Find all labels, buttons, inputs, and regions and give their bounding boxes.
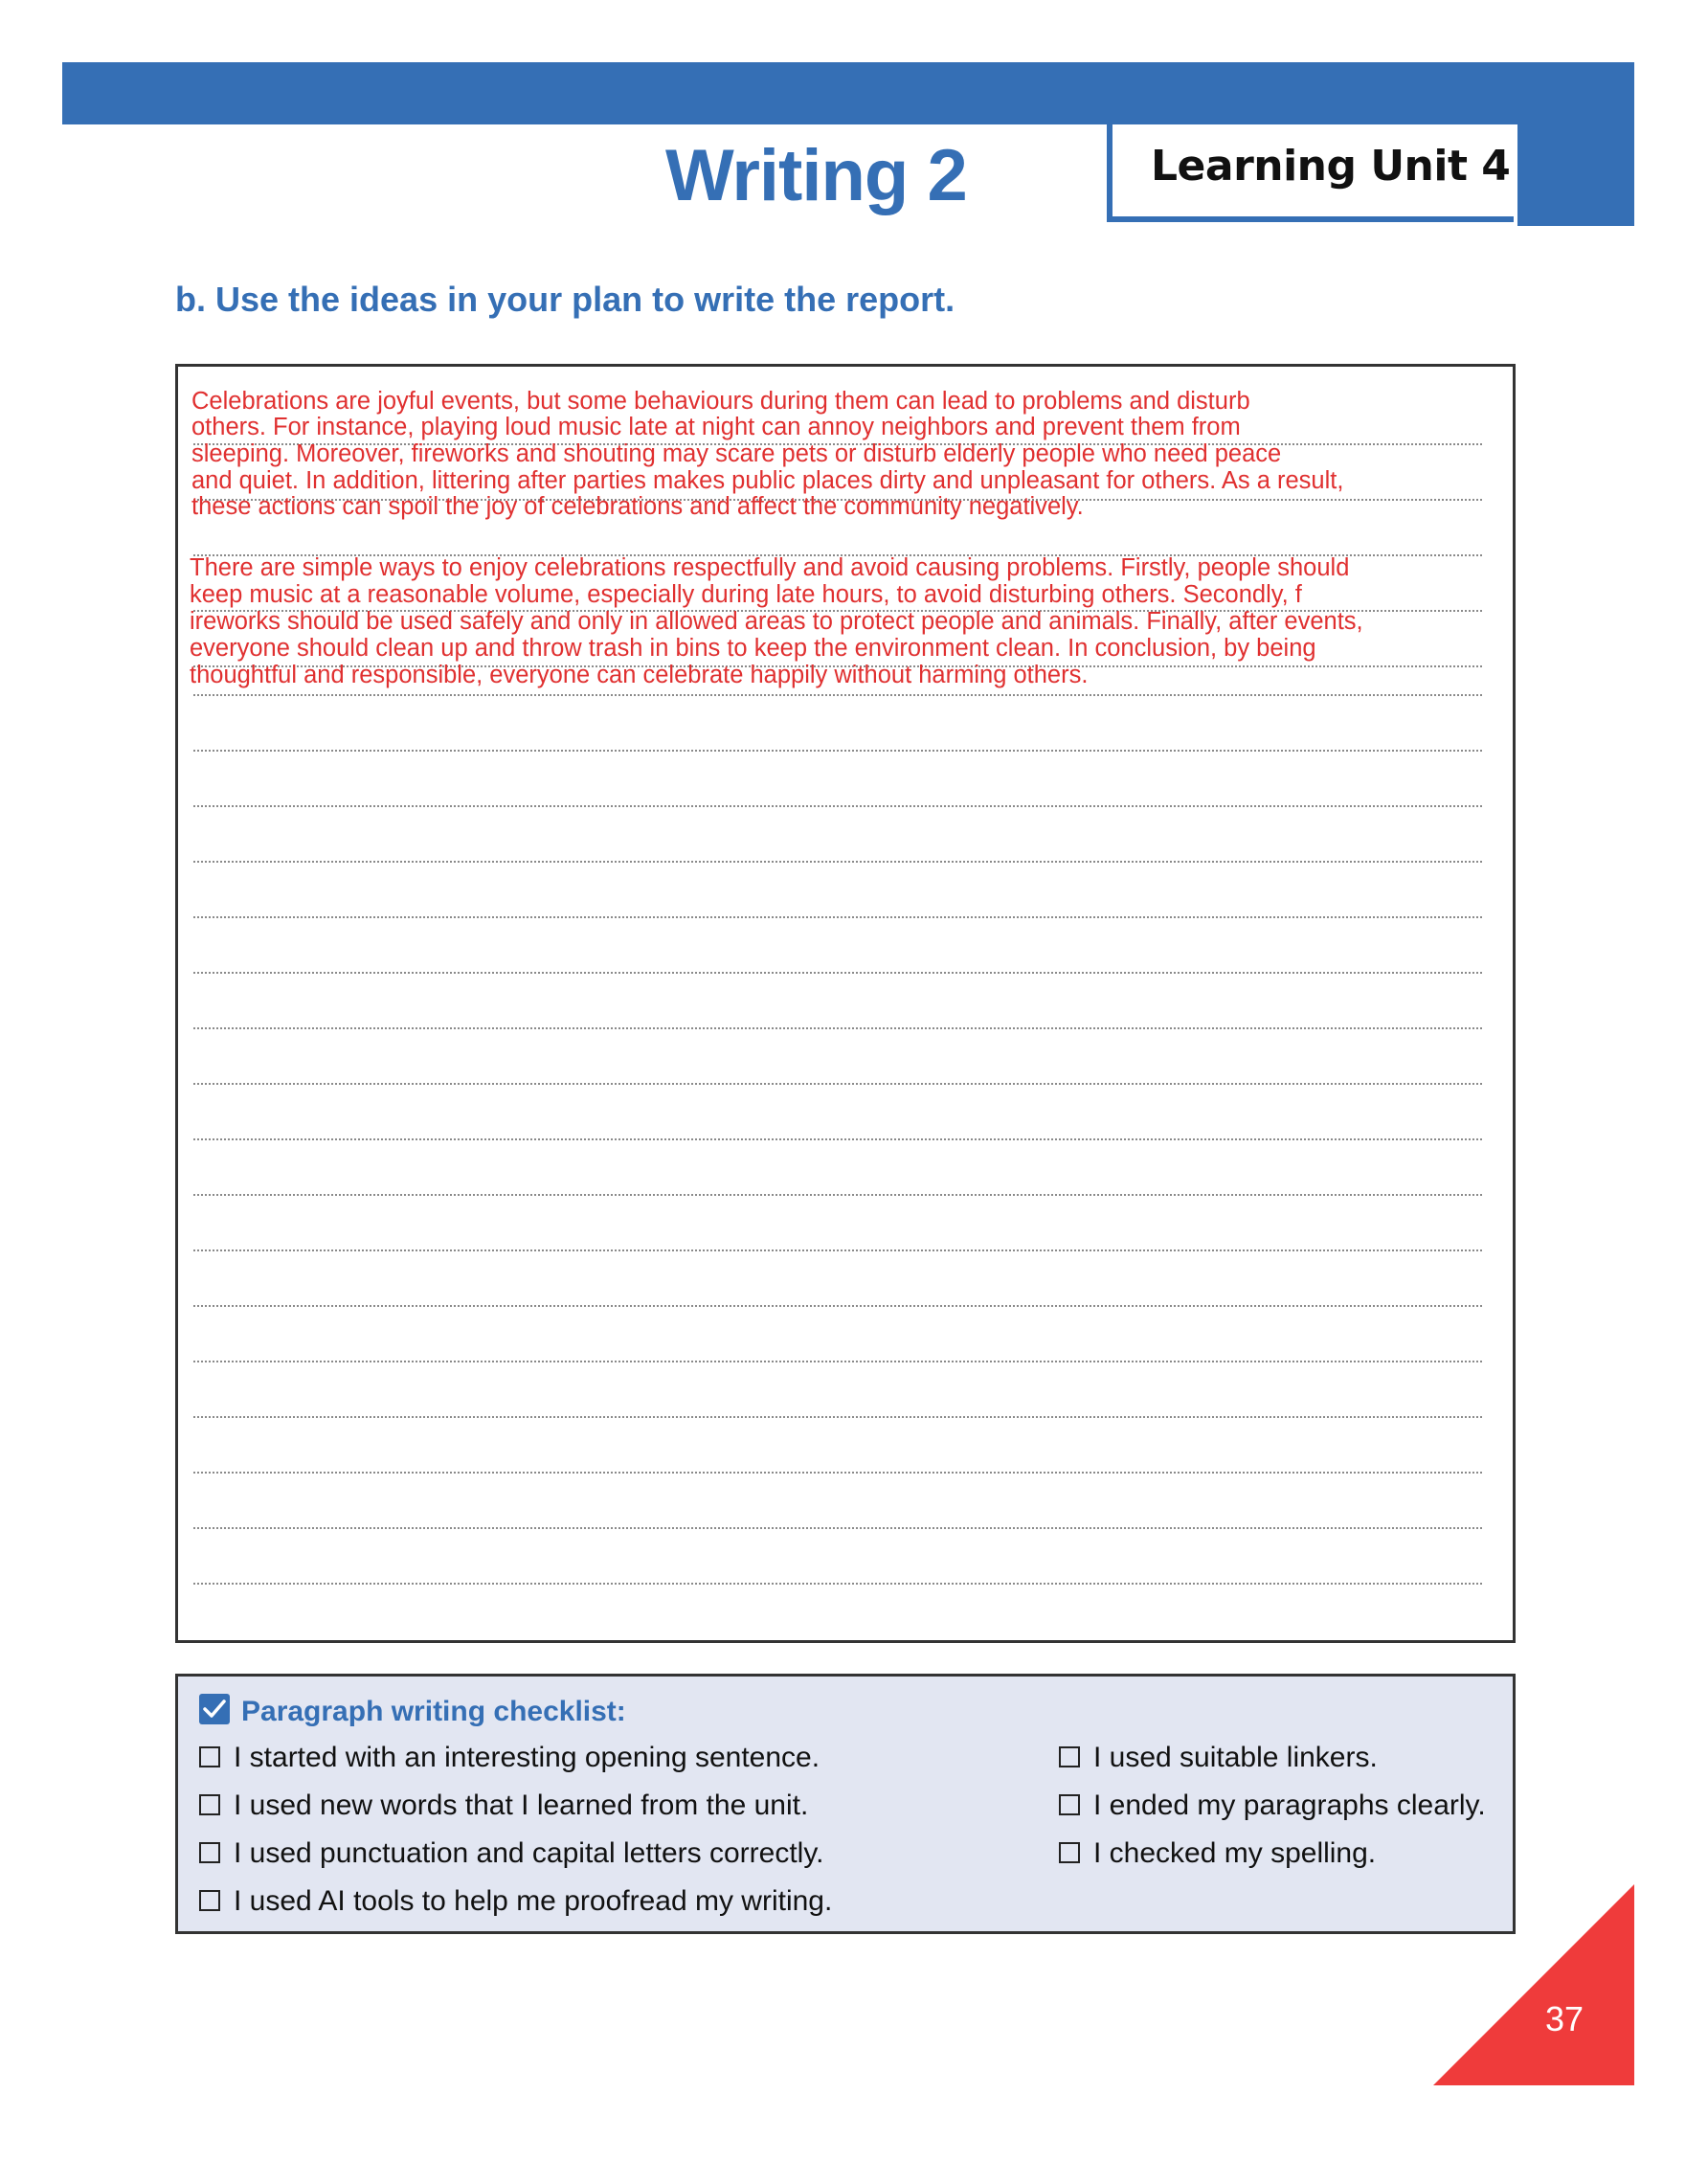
answer-paragraph-1-line: and quiet. In addition, littering after parties makes public places dirty and unpleasant for others. As a result, (191, 467, 1344, 494)
header-band (62, 62, 1634, 124)
answer-paragraph-1-line: others. For instance, playing loud music late at night can annoy neighbors and prevent them from (191, 414, 1241, 440)
writing-line (193, 972, 1482, 974)
writing-line (193, 750, 1482, 752)
answer-paragraph-2-line: thoughtful and responsible, everyone can celebrate happily without harming others. (190, 662, 1089, 688)
writing-line (193, 1083, 1482, 1085)
checkbox[interactable] (199, 1794, 220, 1815)
answer-paragraph-1-line: Celebrations are joyful events, but some behaviours during them can lead to problems and disturb (191, 388, 1250, 415)
unit-tab (1107, 124, 1514, 222)
writing-line (193, 1249, 1482, 1251)
answer-paragraph-1-line: sleeping. Moreover, fireworks and shouting may scare pets or disturb elderly people who need peace (191, 440, 1282, 467)
checklist-item-label: I used suitable linkers. (1093, 1742, 1378, 1773)
unit-label: Learning Unit 4 (1151, 142, 1511, 191)
writing-line (193, 694, 1482, 696)
checklist-item-label: I used new words that I learned from the unit. (234, 1790, 809, 1821)
checklist-item-label: I ended my paragraphs clearly. (1093, 1790, 1486, 1821)
writing-line (193, 1194, 1482, 1196)
answer-paragraph-2-line: keep music at a reasonable volume, especially during late hours, to avoid disturbing others. Secondly, f (190, 581, 1302, 608)
page-number: 37 (1545, 1999, 1584, 2038)
checkbox[interactable] (199, 1842, 220, 1863)
answer-paragraph-2-line: everyone should clean up and throw trash in bins to keep the environment clean. In conclusion, by being (190, 635, 1316, 662)
writing-line (193, 805, 1482, 807)
checkbox[interactable] (199, 1746, 220, 1767)
header-side-block (1517, 124, 1634, 226)
instruction-text: b. Use the ideas in your plan to write the report. (175, 280, 955, 319)
answer-paragraph-2-line: There are simple ways to enjoy celebrations respectfully and avoid causing problems. Firstly, people should (190, 554, 1350, 581)
writing-line (193, 1138, 1482, 1140)
writing-line (193, 1027, 1482, 1029)
page-corner-triangle (1433, 1884, 1634, 2085)
checklist-item-label: I used punctuation and capital letters correctly. (234, 1837, 824, 1869)
writing-line (193, 1583, 1482, 1585)
answer-paragraph-2-line: ireworks should be used safely and only in allowed areas to protect people and animals. Finally, after events, (190, 608, 1363, 635)
checkmark-icon (199, 1694, 230, 1724)
checklist-item-label: I used AI tools to help me proofread my writing. (234, 1885, 833, 1917)
writing-line (193, 916, 1482, 918)
checkbox[interactable] (1059, 1746, 1080, 1767)
writing-line (193, 1305, 1482, 1307)
writing-line (193, 861, 1482, 863)
answer-area[interactable] (175, 364, 1516, 1643)
writing-line (193, 1472, 1482, 1474)
writing-line (193, 1416, 1482, 1418)
page-title: Writing 2 (665, 135, 967, 216)
checkbox[interactable] (1059, 1842, 1080, 1863)
checklist-item-label: I checked my spelling. (1093, 1837, 1377, 1869)
checkbox[interactable] (199, 1890, 220, 1911)
answer-paragraph-1-line: these actions can spoil the joy of celebrations and affect the community negatively. (191, 493, 1084, 520)
checklist-item-label: I started with an interesting opening sentence. (234, 1742, 820, 1773)
checklist-title: Paragraph writing checklist: (241, 1696, 626, 1727)
checklist-panel (175, 1674, 1516, 1934)
writing-line (193, 1527, 1482, 1529)
writing-line (193, 1361, 1482, 1362)
checkbox[interactable] (1059, 1794, 1080, 1815)
